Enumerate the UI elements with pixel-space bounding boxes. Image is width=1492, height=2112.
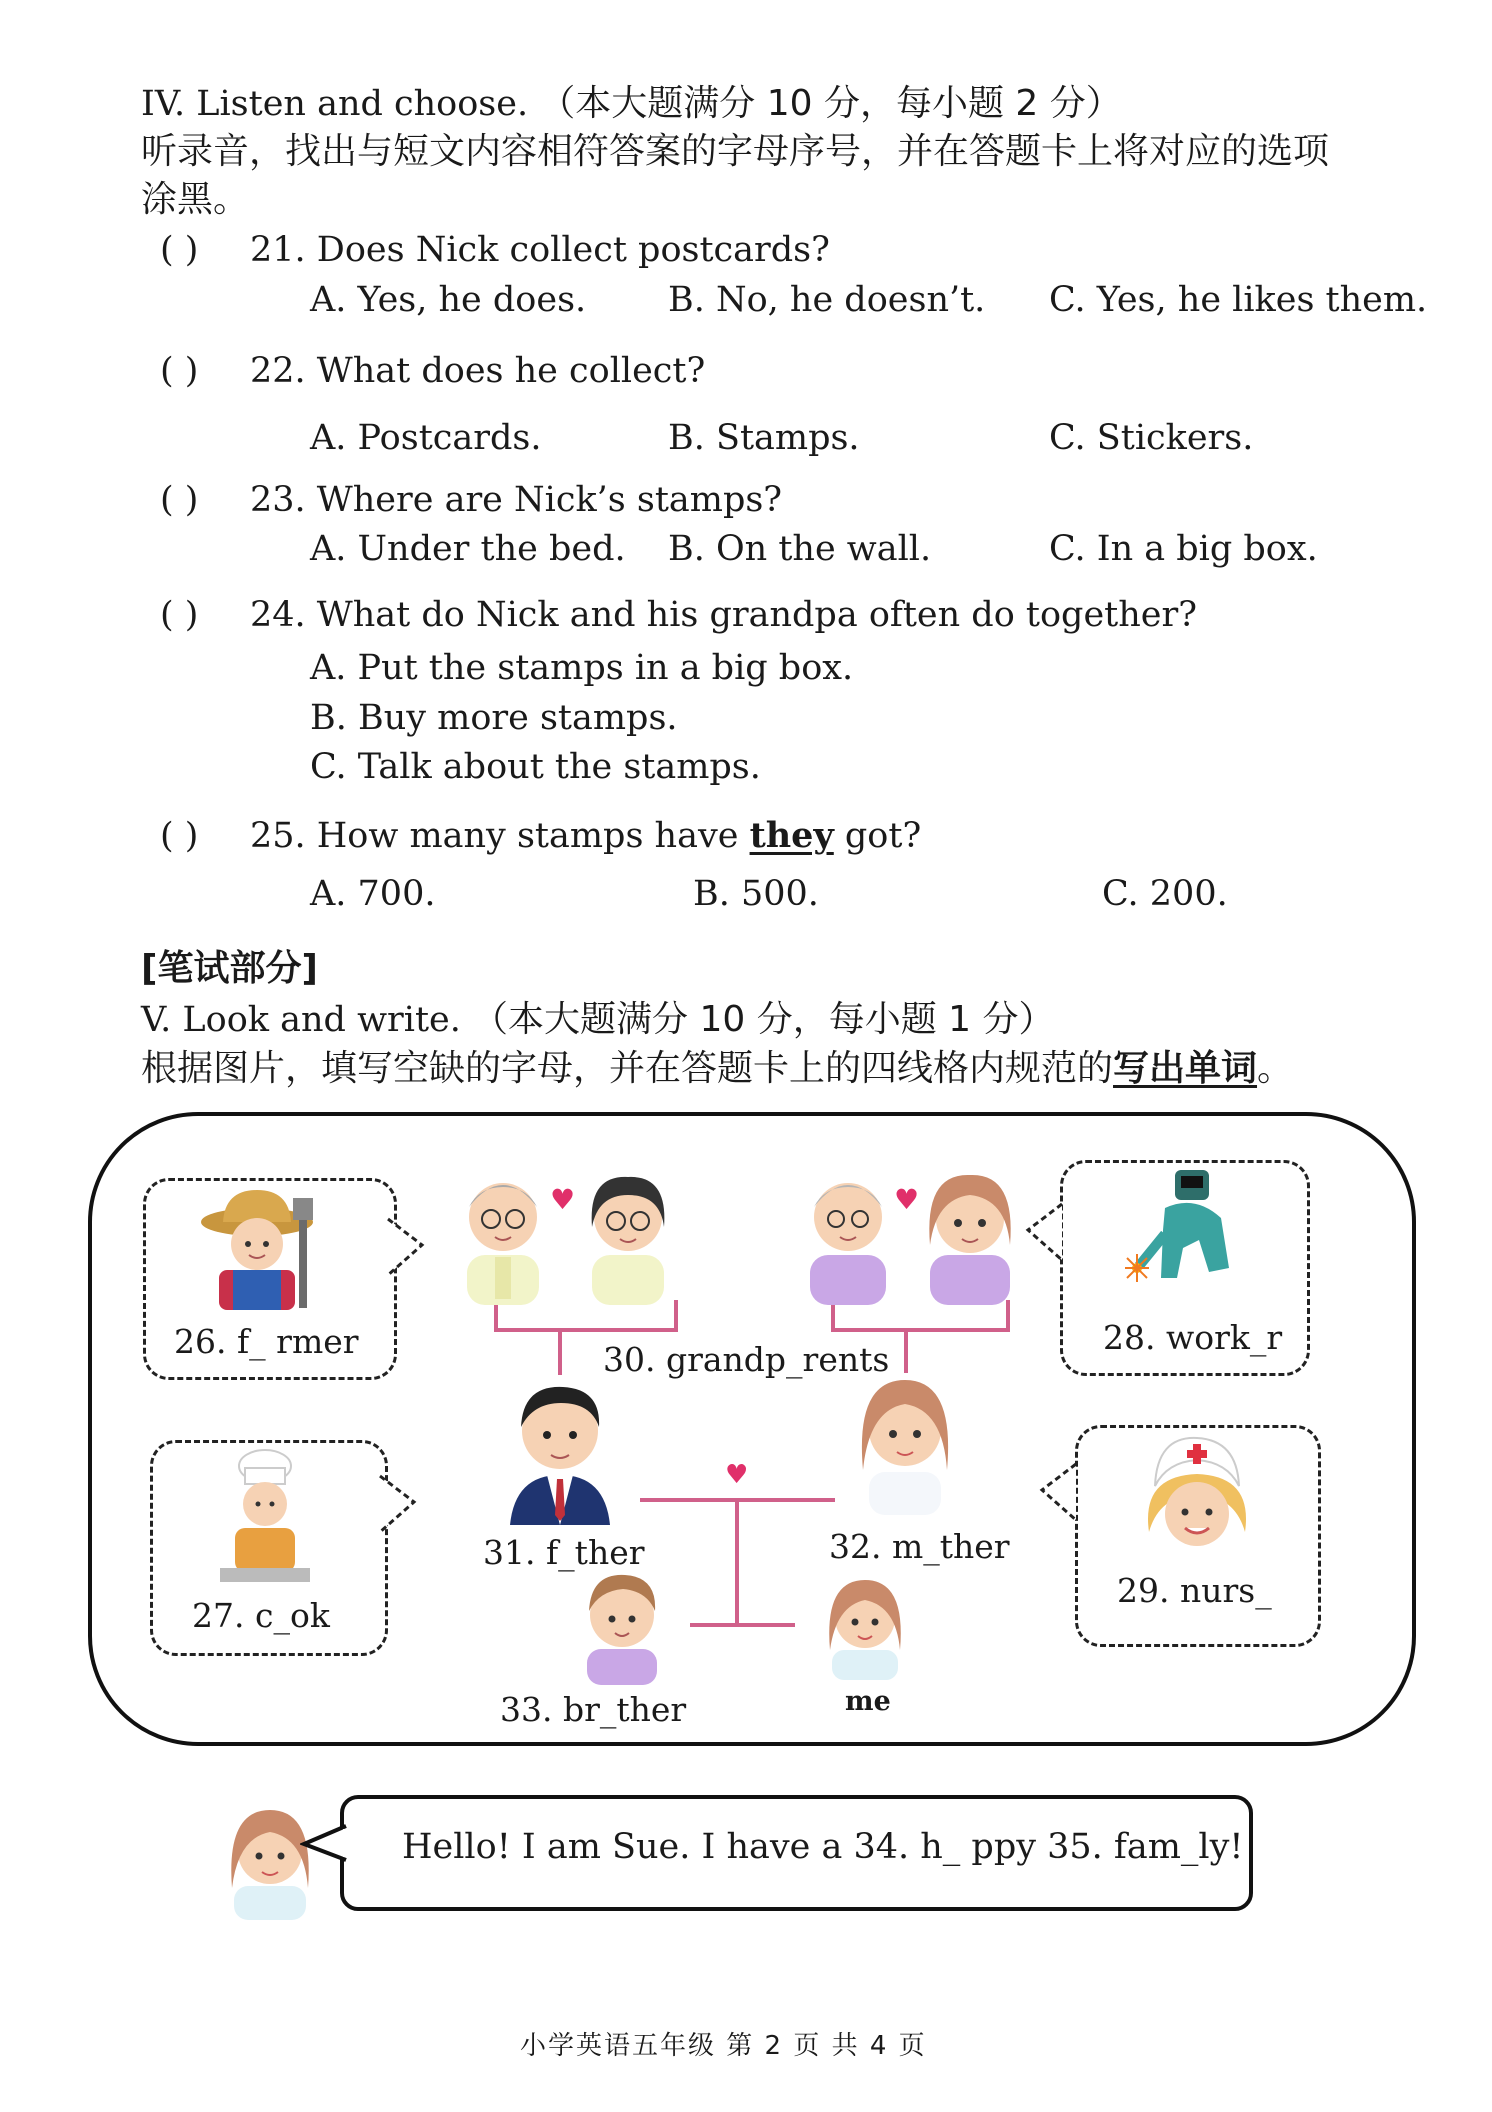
label-grandparents: 30. grandp_rents	[603, 1340, 890, 1379]
label-me: me	[845, 1686, 891, 1717]
q24-option-c[interactable]: C. Talk about the stamps.	[310, 747, 761, 787]
label-father: 31. f_ther	[483, 1533, 645, 1572]
cook-figure	[210, 1448, 320, 1588]
father-figure	[505, 1375, 615, 1525]
q25-option-c[interactable]: C. 200.	[1102, 874, 1228, 914]
sue-speech-text: Hello! I am Sue. I have a 34. h_ ppy 35. fam_ly!	[402, 1827, 1244, 1867]
q22-option-a[interactable]: A. Postcards.	[310, 418, 542, 458]
q23-option-b[interactable]: B. On the wall.	[668, 529, 932, 569]
bubble-tail	[1038, 1460, 1078, 1530]
section4-instruction-1: 听录音，找出与短文内容相符答案的字母序号，并在答题卡上将对应的选项	[141, 131, 1330, 172]
q22-option-b[interactable]: B. Stamps.	[668, 418, 860, 458]
q25-emphasis: they	[749, 815, 834, 856]
bubble-tail	[378, 1472, 418, 1542]
q24-option-a[interactable]: A. Put the stamps in a big box.	[310, 648, 854, 688]
label-worker: 28. work_r	[1103, 1318, 1283, 1357]
q25-bracket[interactable]: ( )	[160, 816, 199, 856]
mother-figure	[855, 1370, 955, 1515]
me-figure	[820, 1570, 910, 1680]
farmer-figure	[195, 1188, 325, 1313]
grandpa-figure	[800, 1165, 896, 1305]
written-part-title: [笔试部分]	[141, 948, 318, 989]
nurse-figure	[1135, 1436, 1255, 1566]
worker-figure	[1125, 1168, 1255, 1298]
q23-bracket[interactable]: ( )	[160, 480, 199, 520]
q23-text: 23. Where are Nick’s stamps?	[250, 480, 783, 520]
q21-bracket[interactable]: ( )	[160, 230, 199, 270]
section4-score: （本大题满分 10 分，每小题 2 分）	[539, 83, 1122, 124]
q21-text: 21. Does Nick collect postcards?	[250, 230, 830, 270]
section5-score: （本大题满分 10 分，每小题 1 分）	[472, 999, 1055, 1040]
q21-option-a[interactable]: A. Yes, he does.	[310, 280, 587, 320]
grandma-figure	[580, 1165, 676, 1305]
label-mother: 32. m_ther	[829, 1527, 1010, 1566]
q24-text: 24. What do Nick and his grandpa often do together?	[250, 595, 1197, 635]
bubble-tail	[1024, 1200, 1064, 1270]
q23-option-c[interactable]: C. In a big box.	[1049, 529, 1318, 569]
brother-figure	[577, 1565, 667, 1685]
heart-icon: ♥	[725, 1460, 749, 1490]
section5-heading: V. Look and write.	[141, 1000, 461, 1040]
q25-text-post: got?	[833, 816, 922, 856]
section4-heading: IV. Listen and choose.	[141, 84, 529, 124]
grandpa-figure	[455, 1165, 551, 1305]
section5-instruction-emphasis: 写出单词	[1113, 1048, 1258, 1089]
q23-option-a[interactable]: A. Under the bed.	[310, 529, 626, 569]
bubble-tail	[386, 1215, 426, 1285]
bubble-tail	[300, 1820, 348, 1880]
page-footer: 小学英语五年级 第 2 页 共 4 页	[520, 2031, 927, 2061]
label-nurse: 29. nurs_	[1117, 1571, 1272, 1610]
q25-option-b[interactable]: B. 500.	[693, 874, 819, 914]
q25-text-pre: 25. How many stamps have	[250, 816, 750, 856]
section4-instruction-2: 涂黑。	[141, 179, 250, 220]
grandma-figure	[920, 1165, 1020, 1305]
q24-bracket[interactable]: ( )	[160, 595, 199, 635]
q22-text: 22. What does he collect?	[250, 351, 706, 391]
q22-option-c[interactable]: C. Stickers.	[1049, 418, 1254, 458]
q24-option-b[interactable]: B. Buy more stamps.	[310, 698, 678, 738]
label-farmer: 26. f_ rmer	[174, 1322, 359, 1361]
label-brother: 33. br_ther	[500, 1690, 687, 1729]
section5-instruction-post: 。	[1257, 1048, 1294, 1089]
heart-icon: ♥	[550, 1183, 576, 1216]
q21-option-b[interactable]: B. No, he doesn’t.	[668, 280, 986, 320]
q21-option-c[interactable]: C. Yes, he likes them.	[1049, 280, 1428, 320]
label-cook: 27. c_ok	[192, 1596, 330, 1635]
q22-bracket[interactable]: ( )	[160, 351, 199, 391]
heart-icon: ♥	[894, 1183, 920, 1216]
section5-instruction-pre: 根据图片，填写空缺的字母，并在答题卡上的四线格内规范的	[141, 1048, 1114, 1089]
q25-option-a[interactable]: A. 700.	[310, 874, 436, 914]
